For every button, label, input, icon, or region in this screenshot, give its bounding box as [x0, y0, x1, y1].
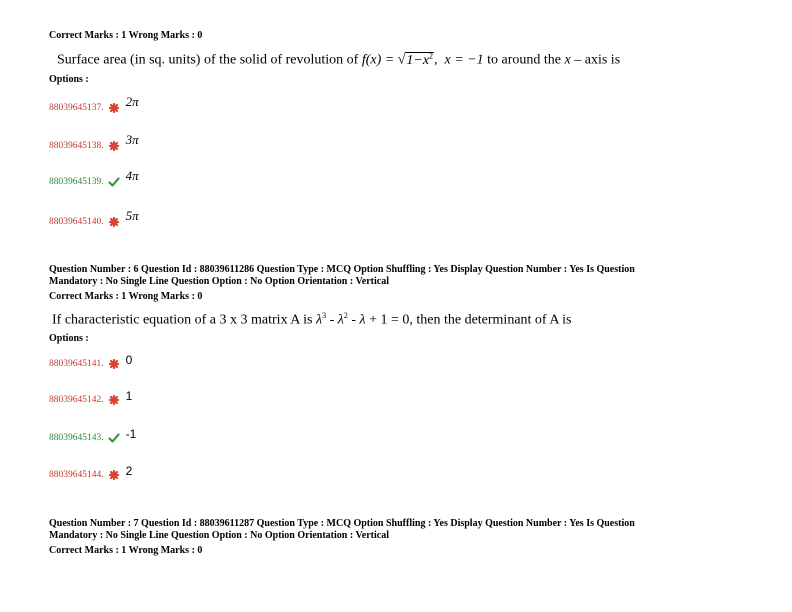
q5-option-1: [49, 94, 139, 116]
option-id: 88039645139.: [49, 177, 104, 187]
q6-option-3: [49, 427, 137, 445]
option-value: 4π: [125, 168, 139, 183]
option-value: 0: [125, 353, 133, 367]
lambda-symbol: λ: [315, 312, 323, 328]
q5-option-3: [49, 168, 139, 190]
q6-option-2: [49, 389, 133, 407]
option-value: 3π: [125, 132, 139, 147]
correct-check-icon: [108, 432, 120, 444]
wrong-icon: [108, 140, 120, 152]
q6-exp3: 3: [322, 311, 327, 320]
option-value: -1: [125, 427, 137, 441]
wrong-icon: [108, 469, 120, 481]
q6-marks: Correct Marks : 1 Wrong Marks : 0: [49, 291, 203, 302]
lambda-symbol: λ: [337, 312, 344, 328]
q5-question-prefix: Surface area (in sq. units) of the solid of revolution of: [57, 52, 359, 68]
q6-options-label: Options :: [49, 333, 89, 344]
wrong-icon: [108, 102, 120, 114]
option-value: 2π: [125, 94, 139, 109]
q6-option-1: [49, 353, 133, 371]
correct-check-icon: [108, 176, 120, 188]
q5-marks: Correct Marks : 1 Wrong Marks : 0: [49, 30, 203, 41]
q7-header-line1: Question Number : 7 Question Id : 88039611287 Question Type : MCQ Option Shuffling : Yes Display Question Number : Yes Is Question: [49, 518, 635, 529]
q5-bounds: x = −1: [444, 52, 484, 68]
option-id: 88039645142.: [49, 395, 104, 405]
q6-question-suffix: , then the determinant of A is: [409, 312, 572, 328]
q5-axis-suffix: – axis is: [574, 52, 621, 68]
q5-question-suffix: to around the: [487, 52, 562, 68]
q6-header: [49, 264, 749, 288]
q5-options-label: Options :: [49, 74, 89, 85]
wrong-icon: [108, 394, 120, 406]
q6-question-text: [52, 311, 572, 329]
q5-question-text: Surface area (in sq. units) of the solid of revolution of $f(x) = √1-x^2$, x = −1 to around the x – axis is: [57, 51, 621, 68]
q5-option-4: [49, 208, 139, 230]
q6-minus-2: -: [347, 312, 360, 328]
q7-header: [49, 518, 749, 542]
q6-question-prefix: If characteristic equation of a 3 x 3 matrix A is: [52, 312, 313, 328]
q5-function-rhs: 1−x: [406, 52, 430, 68]
q5-function-lhs: f(x) =: [361, 52, 398, 68]
wrong-icon: [108, 216, 120, 228]
q5-axis-var: x: [564, 52, 571, 68]
q6-option-4: [49, 464, 133, 482]
q6-plus-one: + 1 = 0: [365, 312, 410, 328]
option-id: 88039645141.: [49, 359, 104, 369]
q6-exp2: 2: [343, 311, 348, 320]
lambda-symbol: λ: [359, 312, 366, 328]
q6-header-line2: Mandatory : No Single Line Question Option : No Option Orientation : Vertical: [49, 276, 390, 287]
q5-option-2: [49, 132, 139, 154]
option-id: 88039645144.: [49, 470, 104, 480]
option-id: 88039645137.: [49, 103, 104, 113]
option-value: 1: [125, 389, 133, 403]
option-id: 88039645143.: [49, 433, 104, 443]
q6-minus-1: -: [326, 312, 338, 328]
wrong-icon: [108, 358, 120, 370]
option-id: 88039645140.: [49, 217, 104, 227]
option-id: 88039645138.: [49, 141, 104, 151]
q6-header-line1: Question Number : 6 Question Id : 88039611286 Question Type : MCQ Option Shuffling : Yes Display Question Number : Yes Is Question: [49, 264, 635, 275]
option-value: 2: [125, 464, 133, 478]
q5-exponent: 2: [429, 51, 434, 60]
q7-marks: Correct Marks : 1 Wrong Marks : 0: [49, 545, 203, 556]
option-value: 5π: [125, 208, 139, 223]
q7-header-line2: Mandatory : No Single Line Question Option : No Option Orientation : Vertical: [49, 530, 390, 541]
